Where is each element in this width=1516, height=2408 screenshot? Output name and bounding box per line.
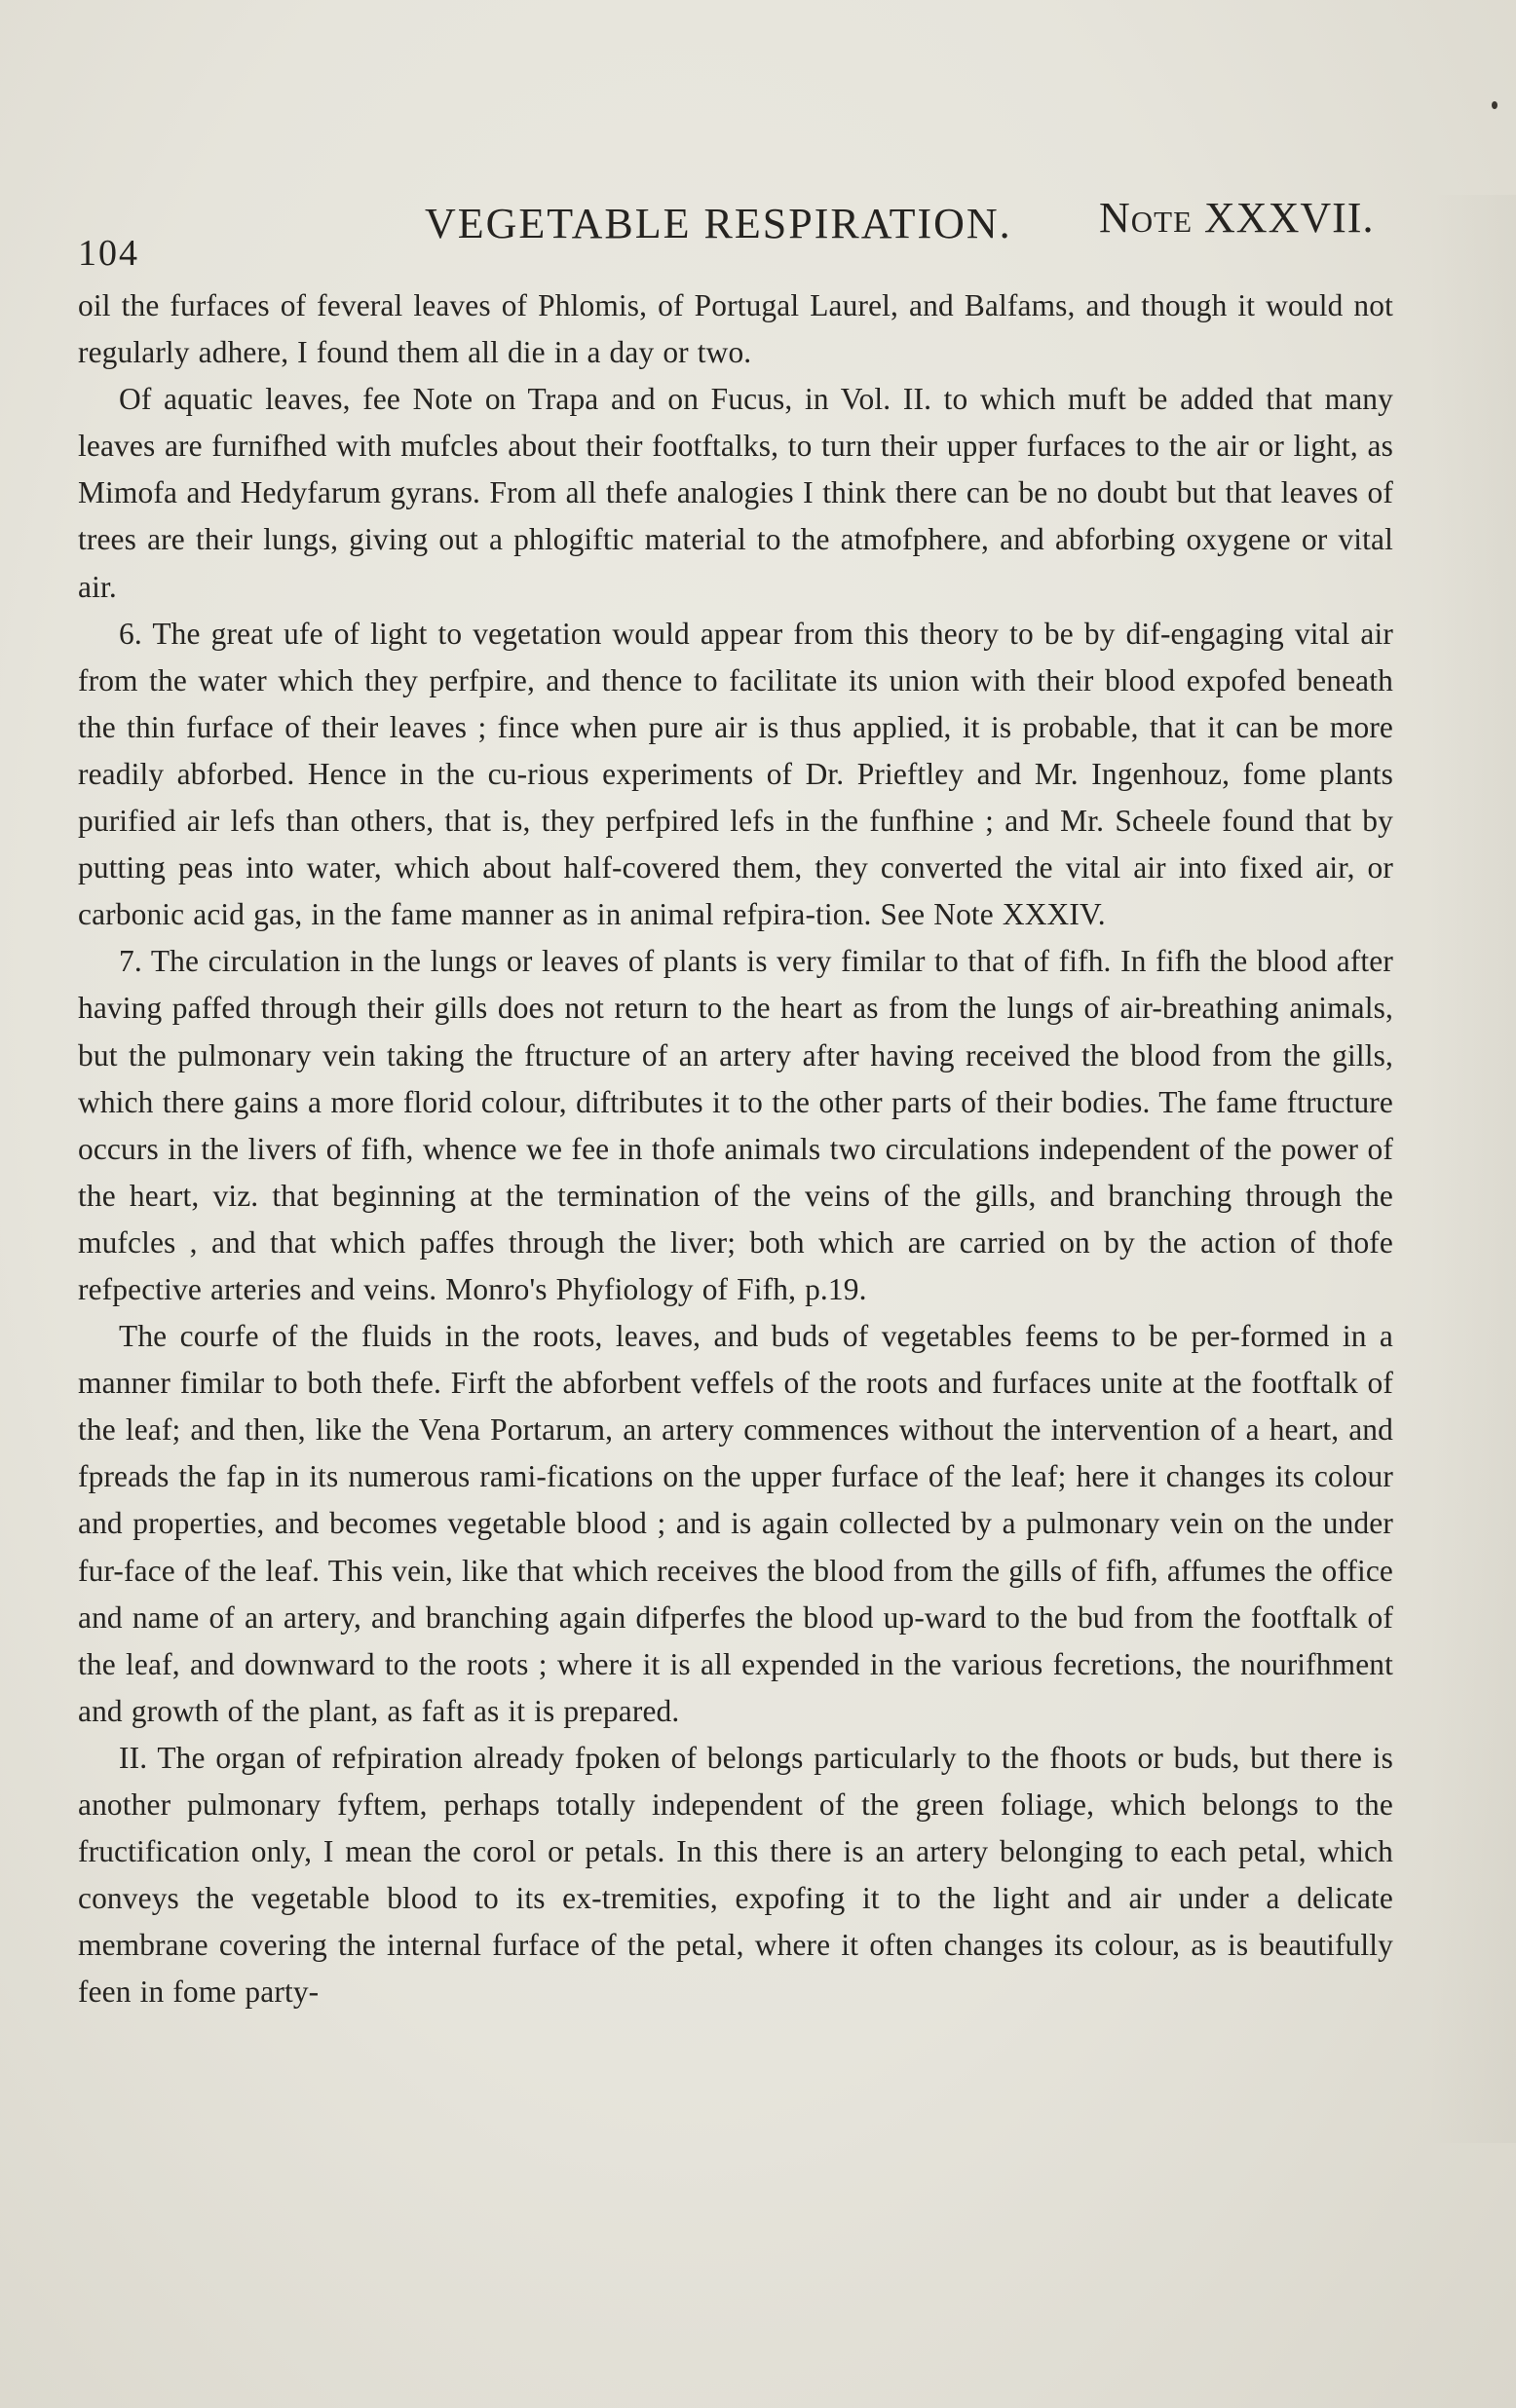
running-title: VEGETABLE RESPIRATION. bbox=[425, 200, 1012, 247]
note-label bbox=[1099, 193, 1374, 243]
body-text bbox=[78, 282, 1393, 2015]
paragraph-continuation: oil the furfaces of feveral leaves of Phlomis, of Portugal Laurel, and Balfams, and though it would not regularly adhere, I found them all die in a day or two. bbox=[78, 288, 1393, 370]
ink-speck bbox=[1492, 101, 1497, 109]
paragraph-course-of-fluids: The courfe of the fluids in the roots, leaves, and buds of vegetables feems to be per-formed in a manner fimilar to both thefe. Firft the abforbent veffels of the roots and furfaces unite at the footftalk of the leaf; and then, like the Vena Portarum, an artery commences without the intervention of a heart, and fpreads the fap in its numerous rami-fications on the upper furface of the leaf; here it changes its colour and properties, and becomes vegetable blood ; and is again collected by a pulmonary vein on the under fur-face of the leaf. This vein, like that which receives the blood from the gills of fifh, affumes the office and name of an artery, and branching again difperfes the blood up-ward to the bud from the footftalk of the leaf, and downward to the roots ; where it is all expended in the various fecretions, the nourifhment and growth of the plant, as faft as it is prepared. bbox=[78, 1319, 1393, 1728]
paragraph-II-organ-of-respiration: II. The organ of refpiration already fpoken of belongs particularly to the fhoots or buds, but there is another pulmonary fyftem, perhaps totally independent of the green foliage, which belongs to the fructification only, I mean the corol or petals. In this there is an artery belonging to each petal, which conveys the vegetable blood to its ex-tremities, expofing it to the light and air under a delicate membrane covering the internal furface of the petal, where it often changes its colour, as is beautifully feen in fome party- bbox=[78, 1740, 1393, 2010]
page-shading bbox=[1428, 195, 1516, 2143]
paragraph-6-light: 6. The great ufe of light to vegetation would appear from this theory to be by dif-engaging vital air from the water which they perfpire, and thence to facilitate its union with their blood expofed beneath the thin furface of their leaves ; fince when pure air is thus applied, it is probable, that it can be more readily abforbed. Hence in the cu-rious experiments of Dr. Prieftley and Mr. Ingenhouz, fome plants purified air lefs than others, that is, they perfpired lefs in the funfhine ; and Mr. Scheele found that by putting peas into water, which about half-covered them, they converted the vital air into fixed air, or carbonic acid gas, in the fame manner as in animal refpira-tion. See Note XXXIV. bbox=[78, 616, 1393, 932]
page-number: 104 bbox=[78, 233, 139, 274]
paragraph-aquatic-leaves: Of aquatic leaves, fee Note on Trapa and on Fucus, in Vol. II. to which muft be added that many leaves are furnifhed with mufcles about their footftalks, to turn their upper furfaces to the air or light, as Mimofa and Hedyfarum gyrans. From all thefe analogies I think there can be no doubt but that leaves of trees are their lungs, giving out a phlogiftic material to the atmofphere, and abforbing oxygene or vital air. bbox=[78, 382, 1393, 604]
note-label-text: Note XXXVII. bbox=[1099, 194, 1375, 242]
paragraph-7-circulation: 7. The circulation in the lungs or leaves of plants is very fimilar to that of fifh. In fifh the blood after having paffed through their gills does not return to the heart as from the lungs of air-breathing animals, but the pulmonary vein taking the ftructure of an artery after having received the blood from the gills, which there gains a more florid colour, diftributes it to the other parts of their bodies. The fame ftructure occurs in the livers of fifh, whence we fee in thofe animals two circulations independent of the power of the heart, viz. that beginning at the termination of the veins of the gills, and branching through the mufcles , and that which paffes through the liver; both which are carried on by the action of thofe refpective arteries and veins. Monro's Phyfiology of Fifh, p.19. bbox=[78, 944, 1393, 1306]
page-header bbox=[78, 191, 1393, 274]
